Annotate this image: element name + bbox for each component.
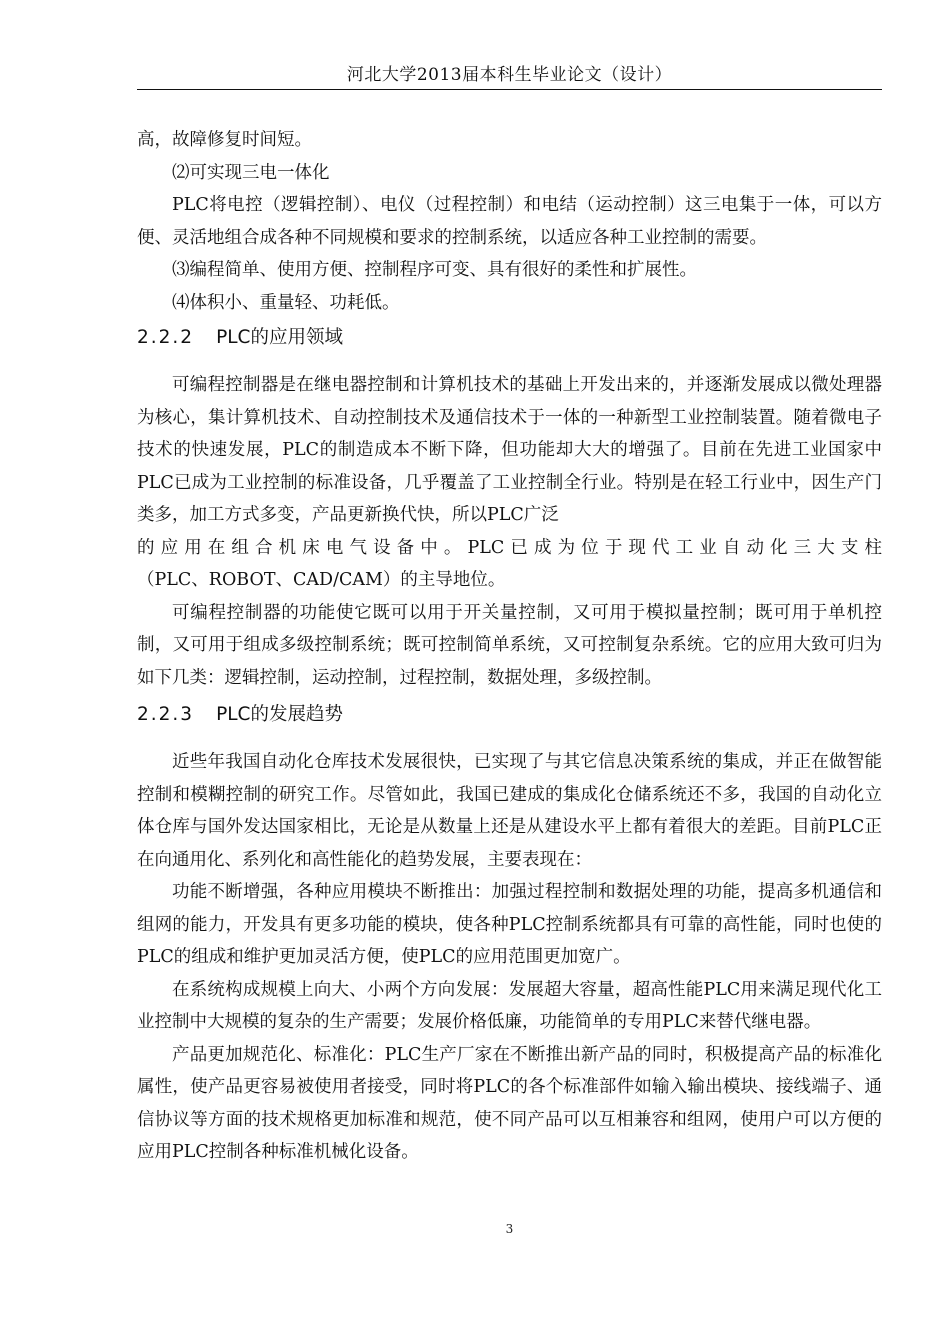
paragraph-trend-scale: 在系统构成规模上向大、小两个方向发展：发展超大容量，超高性能PLC用来满足现代化工业控制中大规模的复杂的生产需要；发展价格低廉，功能简单的专用PLC来替代继电器。: [137, 979, 882, 1032]
paragraph-application-intro: 可编程控制器是在继电器控制和计算机技术的基础上开发出来的，并逐渐发展成以微处理器为核心，集计算机技术、自动控制技术及通信技术于一体的一种新型工业控制装置。随着微电子技术的快速发展，PLC的制造成本不断下降，但功能却大大的增强了。目前在先进工业国家中PLC已成为工业控制的标准设备，几乎覆盖了工业控制全行业。特别是在轻工行业中，因生产门类多，加工方式多变，产品更新换代快，所以PLC广泛: [137, 375, 882, 525]
section-number: 2.2.2: [137, 327, 195, 348]
section-title: PLC的应用领域: [216, 327, 343, 348]
section-heading-2-2-2: [137, 327, 882, 349]
paragraph-trend-standardization: 产品更加规范化、标准化：PLC生产厂家在不断推出新产品的同时，积极提高产品的标准化属性，使产品更容易被使用者接受，同时将PLC的各个标准部件如输入输出模块、接线端子、通信协议等方面的技术规格更加标准和规范，使不同产品可以互相兼容和组网，使用户可以方便的应用PLC控制各种标准机械化设备。: [137, 1044, 882, 1162]
header-rule: [137, 89, 882, 90]
paragraph-trend-functions: 功能不断增强，各种应用模块不断推出：加强过程控制和数据处理的功能，提高多机通信和组网的能力，开发具有更多功能的模块，使各种PLC控制系统都具有可靠的高性能，同时也使的PLC的组成和维护更加灵活方便，使PLC的应用范围更加宽广。: [137, 882, 882, 967]
page-header: 河北大学2013届本科生毕业论文（设计）: [346, 65, 673, 85]
paragraph-application-end: （PLC、ROBOT、CAD/CAM）的主导地位。: [137, 570, 506, 590]
paragraph-application-uses: 可编程控制器的功能使它既可以用于开关量控制，又可用于模拟量控制；既可用于单机控制，又可用于组成多级控制系统；既可控制简单系统，又可控制复杂系统。它的应用大致可归为如下几类：逻辑控制，运动控制，过程控制，数据处理，多级控制。: [137, 602, 882, 688]
paragraph-continued: 高，故障修复时间短。: [137, 130, 312, 150]
page-number: 3: [505, 1222, 514, 1236]
paragraph-application-line: 的应用在组合机床电气设备中。PLC已成为位于现代工业自动化三大支柱: [137, 537, 882, 558]
paragraph-three-in-one: PLC将电控（逻辑控制）、电仪（过程控制）和电结（运动控制）这三电集于一体，可以方便、灵活地组合成各种不同规模和要求的控制系统，以适应各种工业控制的需要。: [137, 195, 882, 248]
paragraph-trend-intro: 近些年我国自动化仓库技术发展很快，已实现了与其它信息决策系统的集成，并正在做智能控制和模糊控制的研究工作。尽管如此，我国已建成的集成化仓储系统还不多，我国的自动化立体仓库与国外发达国家相比，无论是从数量上还是从建设水平上都有着很大的差距。目前PLC正在向通用化、系列化和高性能化的趋势发展，主要表现在：: [137, 752, 882, 870]
section-title: PLC的发展趋势: [216, 704, 343, 725]
section-number: 2.2.3: [137, 704, 195, 725]
page-body: [137, 124, 882, 1169]
list-item-4: ⑷体积小、重量轻、功耗低。: [172, 292, 400, 313]
list-item-3: ⑶编程简单、使用方便、控制程序可变、具有很好的柔性和扩展性。: [172, 260, 697, 280]
list-item-2: ⑵可实现三电一体化: [172, 162, 330, 183]
section-heading-2-2-3: [137, 704, 882, 726]
